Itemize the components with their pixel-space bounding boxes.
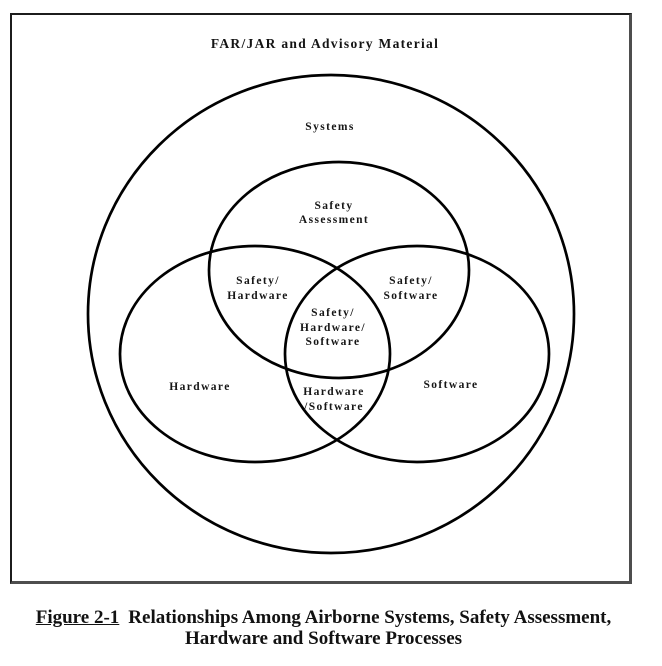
figure-title: FAR/JAR and Advisory Material <box>210 36 440 51</box>
center-line1: Safety/ <box>311 307 355 319</box>
safety-assessment-label <box>299 200 369 227</box>
caption-line2: Hardware and Software Processes <box>184 627 463 649</box>
caption-line1-text: Relationships Among Airborne Systems, Safety Assessment, <box>128 607 612 628</box>
safety-assessment-line1: Safety <box>314 200 354 212</box>
figure-caption <box>10 608 637 649</box>
caption-line1 <box>10 608 637 629</box>
caption-figure-number: Figure 2-1 <box>35 607 120 628</box>
hardware-software-line1: Hardware <box>303 386 365 398</box>
software-label: Software <box>423 379 479 391</box>
safety-hardware-label <box>227 274 288 303</box>
safety-software-line1: Safety/ <box>389 275 433 287</box>
hardware-label: Hardware <box>169 381 231 393</box>
center-line2: Hardware/ <box>299 321 367 334</box>
systems-label: Systems <box>305 121 355 133</box>
safety-software-label <box>383 274 438 303</box>
center-line3: Software <box>305 336 361 348</box>
hardware-software-label <box>303 385 364 415</box>
safety-assessment-line2: Assessment <box>298 213 370 226</box>
safety-hardware-software-label <box>300 306 366 350</box>
safety-hardware-line1: Safety/ <box>236 275 280 287</box>
safety-hardware-line2: Hardware <box>227 289 289 302</box>
hardware-software-line2: /Software <box>304 401 364 413</box>
safety-software-line2: Software <box>383 289 439 302</box>
